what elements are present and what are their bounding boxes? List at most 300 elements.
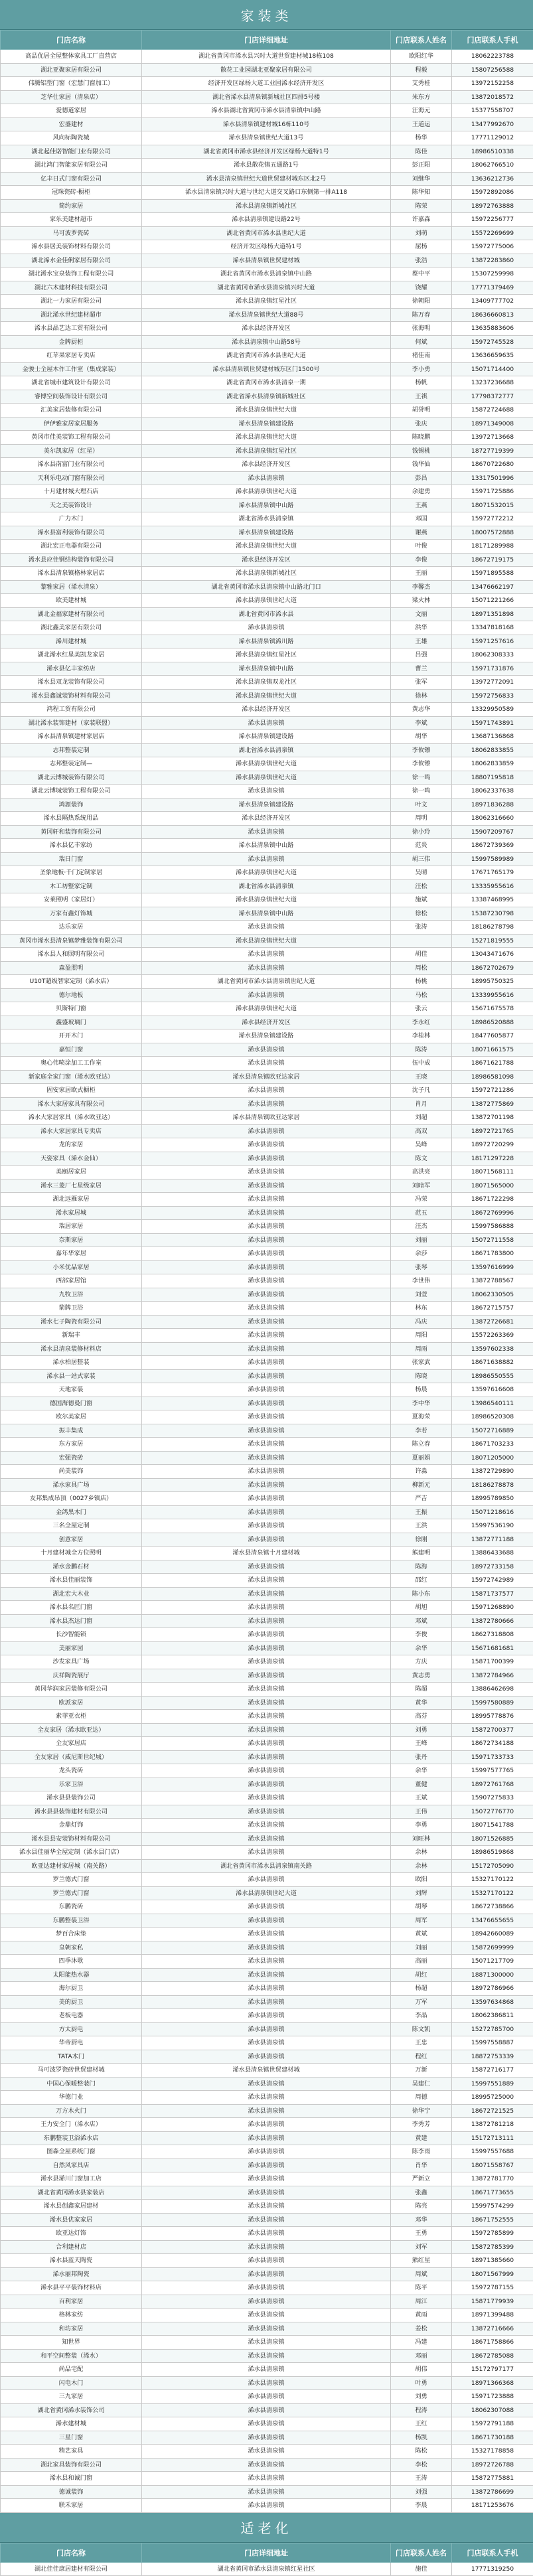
contact-phone-cell: 18071661575 <box>452 1043 533 1057</box>
contact-name-cell: 艾秀桂 <box>391 77 452 91</box>
store-name-cell: 天地家装 <box>1 1383 142 1397</box>
contact-phone-cell: 18671638882 <box>452 1356 533 1370</box>
contact-phone-cell: 18071205000 <box>452 1451 533 1465</box>
store-name-cell: 金牌厨柜 <box>1 335 142 349</box>
contact-phone-cell: 18672702679 <box>452 961 533 975</box>
contact-name-cell: 许淼 <box>391 1465 452 1479</box>
store-address-cell: 浠水县清泉镇 <box>142 2186 391 2200</box>
column-header: 门店详细地址 <box>142 2543 391 2562</box>
store-address-cell: 浠水县清泉镇 <box>142 1397 391 1410</box>
store-name-cell: 鸿源装饰 <box>1 798 142 812</box>
contact-phone-cell: 15997580889 <box>452 1696 533 1710</box>
contact-name-cell: 张浩 <box>391 254 452 267</box>
store-address-cell: 浠水县清泉镇 <box>142 2445 391 2459</box>
store-address-cell: 浠水县清泉镇 <box>142 471 391 485</box>
store-address-cell: 浠水县清泉镇 <box>142 1274 391 1288</box>
table-row <box>1 1941 533 1955</box>
store-address-cell: 浠水县经济开发区 <box>142 458 391 472</box>
store-name-cell: 中国心保暖整装门 <box>1 2077 142 2091</box>
table-row <box>1 2267 533 2281</box>
store-address-cell: 浠水县湖北省黄冈市浠水县清泉镇中山路 <box>142 104 391 118</box>
contact-name-cell: 邓斌 <box>391 1614 452 1628</box>
contact-phone-cell: 13872018572 <box>452 90 533 104</box>
table-row <box>1 1465 533 1479</box>
contact-name-cell: 李小勇 <box>391 362 452 376</box>
table-row <box>1 2322 533 2336</box>
table-row <box>1 2499 533 2513</box>
table-row <box>1 1329 533 1343</box>
table-row <box>1 2363 533 2377</box>
table-row <box>1 254 533 267</box>
contact-name-cell: 王道运 <box>391 117 452 131</box>
contact-name-cell: 叶俊 <box>391 540 452 554</box>
store-address-cell: 浠水县经济开发区 <box>142 703 391 717</box>
table-row <box>1 1397 533 1410</box>
table-row <box>1 2104 533 2118</box>
store-address-cell: 浠水县清泉镇世纪大道 <box>142 485 391 499</box>
store-name-cell: 浠水县清泉镇格林家居店 <box>1 567 142 581</box>
store-name-cell: 黄冈市佳美装饰工程有限公司 <box>1 431 142 445</box>
store-address-cell: 浠水县清泉镇 <box>142 716 391 730</box>
contact-phone-cell: 13872771188 <box>452 1533 533 1547</box>
store-address-cell: 浠水县清泉镇 <box>142 1465 391 1479</box>
store-address-cell: 浠水县清泉镇 <box>142 2336 391 2350</box>
table-row <box>1 2472 533 2486</box>
table-row <box>1 1315 533 1329</box>
contact-phone-cell: 18672785088 <box>452 2349 533 2363</box>
contact-phone-cell: 15071218616 <box>452 1505 533 1519</box>
table-row <box>1 322 533 336</box>
contact-phone-cell: 15997558887 <box>452 2036 533 2050</box>
table-row <box>1 2118 533 2132</box>
contact-phone-cell: 15872699999 <box>452 1941 533 1955</box>
contact-phone-cell: 13872701198 <box>452 1111 533 1125</box>
store-name-cell: 湖北省黄冈浠水装饰公司 <box>1 2403 142 2417</box>
table-row <box>1 2064 533 2078</box>
table-row <box>1 2240 533 2254</box>
contact-name-cell: 何斌 <box>391 335 452 349</box>
store-name-cell: 湖北一力家居有限公司 <box>1 295 142 309</box>
contact-phone-cell: 13329950589 <box>452 703 533 717</box>
table-row <box>1 948 533 962</box>
store-address-cell: 浠水县清泉镇 <box>142 1438 391 1452</box>
store-address-cell: 浠水县散花镇五通路1号 <box>142 159 391 173</box>
contact-phone-cell: 15997536190 <box>452 1519 533 1533</box>
contact-phone-cell: 15327170122 <box>452 1886 533 1900</box>
store-address-cell: 浠水县清泉镇 <box>142 2417 391 2431</box>
store-address-cell: 浠水县清泉镇 <box>142 1846 391 1860</box>
store-name-cell: 东鹏整装卫浴 <box>1 1914 142 1928</box>
store-address-cell: 浠水县清泉镇世纪大道 <box>142 689 391 703</box>
table-row <box>1 825 533 839</box>
contact-name-cell: 周阳 <box>391 1329 452 1343</box>
store-address-cell: 湖北省黄冈市浠水县清泉镇中山路 <box>142 267 391 281</box>
contact-phone-cell: 18071565000 <box>452 1179 533 1193</box>
store-address-cell: 湖北省黄冈市浠水县兴时大道世贸建材城18栋108 <box>142 50 391 64</box>
store-address-cell: 浠水县清泉镇 <box>142 1995 391 2009</box>
store-name-cell: 红苹果家居专卖店 <box>1 349 142 363</box>
contact-phone-cell: 18671752555 <box>452 2213 533 2227</box>
table-row <box>1 1723 533 1737</box>
store-address-cell: 浠水县清泉镇建设路 <box>142 730 391 744</box>
store-address-cell: 浠水县清泉镇 <box>142 1369 391 1383</box>
store-name-cell: 百利家居 <box>1 2295 142 2309</box>
contact-phone-cell: 15327178858 <box>452 2445 533 2459</box>
table-row <box>1 1819 533 1833</box>
contact-name-cell: 胡三伟 <box>391 852 452 866</box>
contact-name-cell: 邵红 <box>391 1574 452 1588</box>
store-address-cell: 浠水县清泉镇世纪大道世贸建材城东区北2号 <box>142 172 391 186</box>
store-name-cell: 湖北浠水红星美凯龙家居 <box>1 648 142 662</box>
contact-name-cell: 方庆 <box>391 1655 452 1669</box>
contact-phone-cell: 15172705090 <box>452 1859 533 1873</box>
contact-name-cell: 吴峰 <box>391 1138 452 1152</box>
store-name-cell: 老板电器 <box>1 2009 142 2023</box>
contact-name-cell: 彭昌 <box>391 471 452 485</box>
table-row <box>1 648 533 662</box>
contact-phone-cell: 13872781770 <box>452 2172 533 2186</box>
store-address-cell: 浠水县清泉镇 <box>142 1383 391 1397</box>
store-address-cell: 浠水县清泉镇世纪大道 <box>142 594 391 608</box>
store-address-cell: 浠水县清泉镇 <box>142 1737 391 1751</box>
contact-name-cell: 张云 <box>391 1002 452 1016</box>
store-name-cell: 嘉年华家居 <box>1 1247 142 1261</box>
contact-name-cell: 邓丽 <box>391 2349 452 2363</box>
contact-name-cell: 刘丽 <box>391 1941 452 1955</box>
store-address-cell: 浠水县清泉镇 <box>142 2322 391 2336</box>
store-name-cell: 精艺家具 <box>1 2445 142 2459</box>
contact-phone-cell: 13872784966 <box>452 1669 533 1683</box>
contact-name-cell: 王斌 <box>391 1791 452 1805</box>
table-row <box>1 2417 533 2431</box>
contact-phone-cell: 15972772212 <box>452 512 533 526</box>
store-address-cell: 浠水县清泉镇 <box>142 2022 391 2036</box>
contact-phone-cell: 18971366368 <box>452 2376 533 2390</box>
contact-phone-cell: 15327170122 <box>452 1873 533 1887</box>
store-name-cell: 全友家居店 <box>1 1737 142 1751</box>
contact-name-cell: 冯荣 <box>391 1193 452 1207</box>
store-name-cell: 浠水大家居家具（浠水欧亚达） <box>1 1111 142 1125</box>
store-address-cell: 浠水县清泉镇 <box>142 2240 391 2254</box>
table-row <box>1 1832 533 1846</box>
contact-phone-cell: 13886462698 <box>452 1683 533 1697</box>
contact-phone-cell: 13636659635 <box>452 349 533 363</box>
contact-name-cell: 肖华 <box>391 2159 452 2172</box>
store-address-cell: 浠水县清泉镇 <box>142 2281 391 2295</box>
store-address-cell: 浠水县经济开发区 <box>142 812 391 826</box>
store-name-cell: 贝斯特门窗 <box>1 1002 142 1016</box>
store-name-cell: 浠水县富利装饰有限公司 <box>1 526 142 540</box>
store-name-cell: 皇朝家私 <box>1 1941 142 1955</box>
store-address-cell: 浠水县清泉镇 <box>142 2213 391 2227</box>
table-row <box>1 1614 533 1628</box>
table-row <box>1 2403 533 2417</box>
table-row <box>1 2458 533 2472</box>
table-row <box>1 934 533 948</box>
contact-phone-cell: 15872700377 <box>452 1723 533 1737</box>
contact-phone-cell: 17771319250 <box>452 2562 533 2576</box>
contact-name-cell: 胡红 <box>391 1968 452 1982</box>
store-name-cell: 浠水县杰达门窗 <box>1 1614 142 1628</box>
store-address-cell: 浠水县清泉镇 <box>142 1968 391 1982</box>
store-address-cell: 浠水县清泉镇世纪大道88号 <box>142 308 391 322</box>
store-name-cell: 浠水县佳丽装饰 <box>1 1574 142 1588</box>
store-name-cell: 振丰集成 <box>1 1424 142 1438</box>
store-address-cell: 浠水县清泉镇红星社区 <box>142 295 391 309</box>
table-row <box>1 1124 533 1138</box>
store-name-cell: 罗兰德式门窗 <box>1 1873 142 1887</box>
store-name-cell: 欧美建材城 <box>1 594 142 608</box>
contact-phone-cell: 13872786699 <box>452 2485 533 2499</box>
table-row <box>1 1886 533 1900</box>
contact-name-cell: 万军 <box>391 1995 452 2009</box>
table-row <box>1 1084 533 1098</box>
store-name-cell: 黄冈轩和装饰有限公司 <box>1 825 142 839</box>
contact-phone-cell: 15072776770 <box>452 1805 533 1819</box>
table-row <box>1 1560 533 1574</box>
table-row <box>1 1737 533 1751</box>
table-row <box>1 757 533 771</box>
contact-phone-cell: 18062307088 <box>452 2403 533 2417</box>
store-address-cell: 浠水县清泉镇 <box>142 1832 391 1846</box>
contact-name-cell: 刘丽 <box>391 1233 452 1247</box>
store-name-cell: 金鼎灯饰 <box>1 1819 142 1833</box>
store-address-cell: 浠水县清泉镇世贸建材城东区门1500号 <box>142 362 391 376</box>
store-name-cell: 浠水县和诚门窗 <box>1 2472 142 2486</box>
contact-phone-cell: 13972713668 <box>452 431 533 445</box>
contact-name-cell: 李晶 <box>391 2009 452 2023</box>
contact-name-cell: 黄华 <box>391 1696 452 1710</box>
store-address-cell: 浠水县清泉镇 <box>142 621 391 635</box>
store-name-cell: 三九家居 <box>1 2390 142 2404</box>
contact-phone-cell: 18986520888 <box>452 1016 533 1029</box>
contact-phone-cell: 13477992670 <box>452 117 533 131</box>
contact-phone-cell: 18671722298 <box>452 1193 533 1207</box>
table-row <box>1 893 533 907</box>
contact-phone-cell: 15071221266 <box>452 594 533 608</box>
contact-phone-cell: 15997589989 <box>452 852 533 866</box>
store-name-cell: 圣象地板·千门定制家居 <box>1 866 142 880</box>
contact-name-cell: 杨凯 <box>391 2431 452 2445</box>
table-row <box>1 1587 533 1601</box>
store-name-cell: 联禾家居 <box>1 2499 142 2513</box>
contact-name-cell: 陈小东 <box>391 1587 452 1601</box>
store-name-cell: 十月建材城大理石店 <box>1 485 142 499</box>
store-address-cell: 浠水县清泉镇世纪大道 <box>142 866 391 880</box>
contact-name-cell: 欧阳 <box>391 1873 452 1887</box>
table-row <box>1 1846 533 1860</box>
table-row <box>1 1955 533 1969</box>
contact-name-cell: 叶文 <box>391 798 452 812</box>
table-row <box>1 567 533 581</box>
store-name-cell: 东鹏瓷砖 <box>1 1900 142 1914</box>
table-row <box>1 2050 533 2064</box>
store-address-cell: 浠水县清泉镇 <box>142 2131 391 2145</box>
table-row <box>1 866 533 880</box>
table-row <box>1 1002 533 1016</box>
store-address-cell: 浠水县清泉镇 <box>142 2159 391 2172</box>
store-table <box>0 30 533 2513</box>
table-row <box>1 1968 533 1982</box>
store-address-cell: 浠水县清泉镇新城社区 <box>142 199 391 213</box>
store-address-cell: 浠水县清泉镇新城社区 <box>142 567 391 581</box>
store-address-cell: 散花工业园湖北亚聚家居有限公司 <box>142 63 391 77</box>
contact-phone-cell: 13335955616 <box>452 879 533 893</box>
contact-phone-cell: 18986520308 <box>452 1410 533 1424</box>
contact-name-cell: 李馨杰 <box>391 580 452 594</box>
contact-name-cell: 钱锡桃 <box>391 444 452 458</box>
contact-name-cell: 周雨 <box>391 1342 452 1356</box>
contact-name-cell: 黄雨 <box>391 2309 452 2322</box>
table-row <box>1 676 533 690</box>
table-row <box>1 1247 533 1261</box>
contact-name-cell: 林东 <box>391 1302 452 1316</box>
store-address-cell: 浠水县清泉镇 <box>142 2104 391 2118</box>
contact-phone-cell: 18872753339 <box>452 2050 533 2064</box>
contact-name-cell: 刘萱 <box>391 1288 452 1302</box>
store-name-cell: 美的厨卫 <box>1 1995 142 2009</box>
table-row <box>1 2562 533 2576</box>
store-name-cell: 友邦集成吊顶（0027乡镇店） <box>1 1492 142 1506</box>
store-address-cell: 浠水县清泉镇 <box>142 1587 391 1601</box>
contact-phone-cell: 13237236688 <box>452 376 533 390</box>
contact-phone-cell: 18671783800 <box>452 1247 533 1261</box>
contact-phone-cell: 15172797177 <box>452 2363 533 2377</box>
contact-phone-cell: 15997586888 <box>452 1220 533 1234</box>
store-address-cell: 浠水县清泉镇 <box>142 1819 391 1833</box>
table-row <box>1 1369 533 1383</box>
store-address-cell: 浠水县清泉镇欧亚达家居 <box>142 1111 391 1125</box>
store-name-cell: 四季沐歌 <box>1 1955 142 1969</box>
contact-phone-cell: 15872724688 <box>452 404 533 417</box>
table-row <box>1 267 533 281</box>
table-row <box>1 2390 533 2404</box>
contact-phone-cell: 18972720299 <box>452 1138 533 1152</box>
table-row <box>1 1057 533 1071</box>
contact-phone-cell: 15972791188 <box>452 2417 533 2431</box>
store-name-cell: 浠水家具广场 <box>1 1478 142 1492</box>
store-address-cell: 浠水县清泉镇世纪大道 <box>142 771 391 785</box>
table-row <box>1 50 533 64</box>
table-row <box>1 2159 533 2172</box>
store-name-cell: 索菲亚衣柜 <box>1 1710 142 1724</box>
contact-name-cell: 吴晴 <box>391 866 452 880</box>
contact-name-cell: 刘辉 <box>391 1886 452 1900</box>
contact-name-cell: 黄斌 <box>391 1928 452 1941</box>
table-row <box>1 104 533 118</box>
table-row <box>1 2227 533 2241</box>
store-address-cell: 浠水县清泉镇世纪大道 <box>142 404 391 417</box>
contact-name-cell: 程涛 <box>391 2403 452 2417</box>
store-name-cell: 湖北鑫美家居有限公司 <box>1 621 142 635</box>
contact-phone-cell: 13597616608 <box>452 1383 533 1397</box>
store-name-cell: 浠水县双龙装饰有限公司 <box>1 676 142 690</box>
contact-phone-cell: 15972775006 <box>452 240 533 254</box>
store-name-cell: 湖北六木建材科技有限公司 <box>1 281 142 295</box>
contact-phone-cell: 18995725000 <box>452 2091 533 2105</box>
table-row <box>1 1601 533 1615</box>
store-name-cell: 浠水县县安装饰材料有限公司 <box>1 1832 142 1846</box>
store-name-cell: 金骏士全屋木作工作室（集成家装） <box>1 362 142 376</box>
contact-phone-cell: 18071532015 <box>452 498 533 512</box>
contact-name-cell: 刘继华 <box>391 172 452 186</box>
contact-name-cell: 李世伟 <box>391 1274 452 1288</box>
table-row <box>1 186 533 200</box>
store-address-cell: 浠水县清泉镇 <box>142 1900 391 1914</box>
contact-phone-cell: 15071714400 <box>452 362 533 376</box>
store-address-cell: 湖北省黄冈市浠水县经济开发区绿杨大道特1号 <box>142 145 391 159</box>
contact-name-cell: 周松 <box>391 961 452 975</box>
table-row <box>1 1233 533 1247</box>
store-name-cell: 湖北亚聚家居有限公司 <box>1 63 142 77</box>
table-row <box>1 199 533 213</box>
store-name-cell: 浠水县县装饰公司 <box>1 1791 142 1805</box>
table-row <box>1 512 533 526</box>
store-address-cell: 浠水县清泉镇建设路 <box>142 1029 391 1043</box>
contact-name-cell: 杨华 <box>391 131 452 145</box>
store-name-cell: 庆祥陶瓷展厅 <box>1 1669 142 1683</box>
table-row <box>1 1574 533 1588</box>
store-address-cell: 湖北省浠水县清泉镇 <box>142 743 391 757</box>
store-name-cell: 浠水县鑫诚装饰材料有限公司 <box>1 689 142 703</box>
table-row <box>1 2200 533 2214</box>
table-row <box>1 2022 533 2036</box>
contact-phone-cell: 15971723888 <box>452 2390 533 2404</box>
contact-phone-cell: 15907275833 <box>452 1791 533 1805</box>
store-address-cell: 浠水县清泉镇中山路 <box>142 662 391 676</box>
table-row <box>1 2445 533 2459</box>
contact-name-cell: 王忠 <box>391 2036 452 2050</box>
contact-name-cell: 夏海荣 <box>391 1410 452 1424</box>
contact-phone-cell: 15072716889 <box>452 1424 533 1438</box>
contact-phone-cell: 18972761768 <box>452 1778 533 1791</box>
store-name-cell: 鑫盛玻璃门 <box>1 1016 142 1029</box>
contact-name-cell: 朱东方 <box>391 90 452 104</box>
table-row <box>1 1683 533 1697</box>
table-row <box>1 1995 533 2009</box>
store-address-cell: 湖北省浠水县清泉镇 <box>142 879 391 893</box>
table-row <box>1 240 533 254</box>
contact-phone-cell: 13347818168 <box>452 621 533 635</box>
table-row <box>1 159 533 173</box>
table-row <box>1 662 533 676</box>
contact-phone-cell: 15997551889 <box>452 2077 533 2091</box>
contact-name-cell: 徐刚 <box>391 1533 452 1547</box>
contact-name-cell: 洪华 <box>391 621 452 635</box>
contact-phone-cell: 18062766510 <box>452 159 533 173</box>
store-address-cell: 浠水县清泉镇 <box>142 825 391 839</box>
store-address-cell: 浠水县清泉镇 <box>142 1914 391 1928</box>
contact-name-cell: 施佳 <box>391 2562 452 2576</box>
table-row <box>1 349 533 363</box>
store-address-cell: 浠水县清泉镇 <box>142 2145 391 2159</box>
table-row <box>1 1873 533 1887</box>
store-name-cell: 浠水县亿丰家纺 <box>1 839 142 853</box>
store-name-cell: 和平空间整装（浠水） <box>1 2349 142 2363</box>
contact-name-cell: 杨帆 <box>391 376 452 390</box>
store-address-cell: 浠水县清泉镇 <box>142 1655 391 1669</box>
table-row <box>1 213 533 227</box>
store-address-cell: 浠水县清泉镇 <box>142 1043 391 1057</box>
contact-phone-cell: 13872729890 <box>452 1465 533 1479</box>
contact-name-cell: 徐林 <box>391 689 452 703</box>
contact-name-cell: 王勇 <box>391 2227 452 2241</box>
store-address-cell: 浠水县清泉镇世贸建材城 <box>142 2064 391 2078</box>
store-address-cell: 浠水县清泉镇 <box>142 1669 391 1683</box>
store-name-cell: 湖北云博城装饰有限公司 <box>1 771 142 785</box>
store-name-cell: 浠水县应佳钢结构装饰有限公司 <box>1 553 142 567</box>
store-address-cell: 浠水县清泉镇 <box>142 1928 391 1941</box>
